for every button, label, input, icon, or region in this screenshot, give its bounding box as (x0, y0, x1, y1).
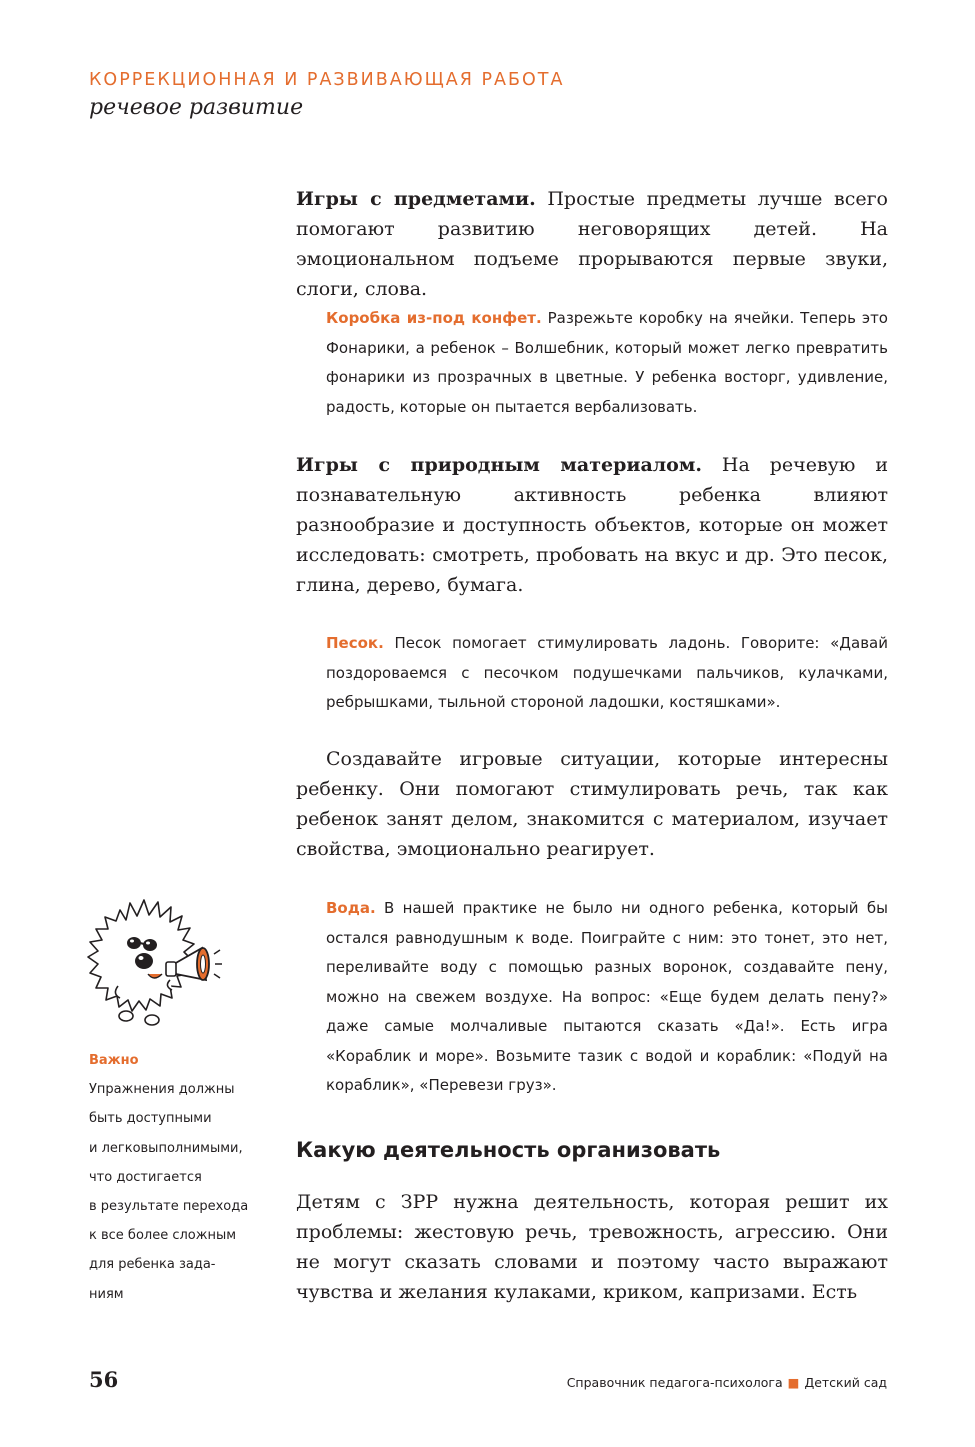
edition-title: Детский сад (804, 1375, 887, 1390)
paragraph-text: Простые предметы лучше всего помогают развитию неговорящих детей. На эмоциональном подъеме прорываются первые звуки, слоги, слова. (296, 188, 888, 300)
example-text: Песок помогает стимулировать ладонь. Говорите: «Давай поздороваемся с песочком подушечками пальчиков, кулачками, ребрышками, тыльной стороной ладошки, костяшками». (326, 634, 888, 711)
running-footer (567, 1373, 887, 1393)
sidebar-line: ниям (89, 1286, 124, 1302)
sidebar-line: для ребенка зада- (89, 1257, 216, 1273)
paragraph-game-situations (296, 744, 888, 864)
hedgehog-megaphone-icon (82, 898, 232, 1038)
sidebar-line: Упражнения должны (89, 1082, 235, 1098)
page-number: 56 (89, 1367, 119, 1392)
sidebar-line: в результате перехода (89, 1199, 249, 1215)
paragraph-lead: Игры с природным материалом. (296, 454, 702, 476)
sidebar-line: что достигается (89, 1169, 202, 1185)
example-lead: Коробка из-под конфет. (326, 309, 542, 327)
paragraph-lead: Игры с предметами. (296, 188, 536, 210)
sidebar-line: к все более сложным (89, 1228, 237, 1244)
paragraph-text: На речевую и познавательную активность ребенка влияют разнообразие и доступность объектов, которые он может исследовать: смотреть, пробовать на вкус и др. Это песок, глина, дерево, бумага. (296, 454, 888, 596)
journal-title: Справочник педагога-психолога (566, 1375, 783, 1390)
example-water (326, 894, 888, 1101)
sidebar-line: быть доступными (89, 1111, 212, 1127)
paragraph-text: Создавайте игровые ситуации, которые интересны ребенку. Они помогают стимулировать речь, так как ребенок занят делом, знакомится с материалом, изучает свойства, эмоционально реагирует. (296, 748, 888, 860)
paragraph-text: Детям с ЗРР нужна деятельность, которая решит их проблемы: жестовую речь, тревожность, агрессию. Они не могут сказать словами и поэтому часто выражают чувства и желания кулаками, криком, капризами. Есть (296, 1191, 888, 1303)
example-text: В нашей практике не было ни одного ребенка, который бы остался равнодушным к воде. Поиграйте с ним: это тонет, это нет, переливайте воду с помощью разных воронок, создавайте пену, можно на свежем воздухе. На вопрос: «Еще будем делать пену?» даже самые молчаливые пытаются сказать «Да!». Есть игра «Кораблик и море». Возьмите тазик с водой и кораблик: «Подуй на кораблик», «Перевези груз». (326, 899, 888, 1094)
important-sidebar (89, 1046, 274, 1309)
example-sand (326, 629, 888, 718)
example-candy-box (326, 304, 888, 422)
running-header (89, 68, 564, 123)
sidebar-line: и легковыполнимыми, (89, 1140, 243, 1156)
section-subtitle: речевое развитие (89, 95, 304, 120)
example-lead: Вода. (326, 899, 376, 917)
section-title: КОРРЕКЦИОННАЯ И РАЗВИВАЮЩАЯ РАБОТА (89, 70, 565, 90)
paragraph-objects-games (296, 184, 888, 304)
paragraph-activity (296, 1187, 888, 1307)
paragraph-natural-materials (296, 450, 888, 600)
separator-square-icon: ■ (787, 1375, 800, 1390)
sidebar-label: Важно (89, 1053, 139, 1068)
section-heading: Какую деятельность организовать (296, 1138, 721, 1162)
example-lead: Песок. (326, 634, 384, 652)
example-text: Разрежьте коробку на ячейки. Теперь это Фонарики, а ребенок – Волшебник, который может легко превратить фонарики из прозрачных в цветные. У ребенка восторг, удивление, радость, которые он пытается вербализовать. (326, 309, 888, 416)
